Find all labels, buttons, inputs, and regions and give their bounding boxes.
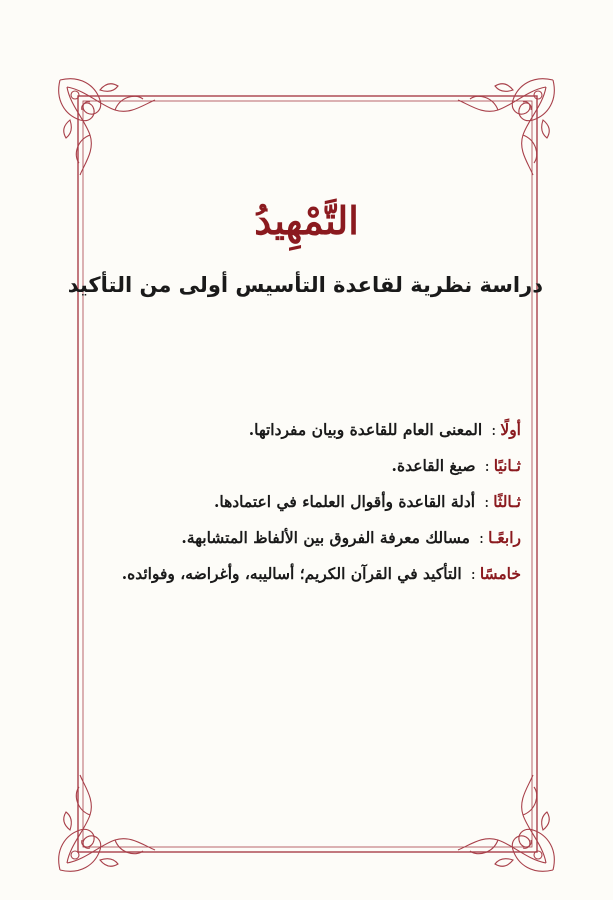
item-text: المعنى العام للقاعدة وبيان مفرداتها. xyxy=(248,420,483,439)
item-ordinal: خامسًا xyxy=(479,564,521,583)
chapter-title: التَّمْهِيدُ xyxy=(254,198,359,243)
list-item: ثـالثًا: أدلة القاعدة وأقوال العلماء في اعتمادها. xyxy=(213,492,521,511)
item-ordinal: ثـانيًا xyxy=(493,456,521,475)
item-ordinal: أولًا xyxy=(500,420,521,439)
chapter-subtitle: دراسة نظرية لقاعدة التأسيس أولى من التأكيد xyxy=(67,273,543,297)
contents-list xyxy=(91,412,521,592)
item-text: مسالك معرفة الفروق بين الألفاظ المتشابهة. xyxy=(181,528,470,547)
item-text: صيغ القاعدة. xyxy=(391,456,476,475)
item-ordinal: رابعًـا xyxy=(488,528,521,547)
item-text: التأكيد في القرآن الكريم؛ أساليبه، وأغراضه، وفوائده. xyxy=(121,564,462,583)
list-item: أولًا: المعنى العام للقاعدة وبيان مفرداتها. xyxy=(248,420,521,439)
corner-ornament-bottom-left xyxy=(59,775,155,871)
list-item: خامسًا: التأكيد في القرآن الكريم؛ أساليبه، وأغراضه، وفوائده. xyxy=(121,564,521,583)
corner-ornament-top-right xyxy=(458,79,554,175)
corner-ornament-top-left xyxy=(59,79,155,175)
list-item: ثـانيًا: صيغ القاعدة. xyxy=(391,456,521,475)
item-text: أدلة القاعدة وأقوال العلماء في اعتمادها. xyxy=(213,492,476,511)
list-item: رابعًـا: مسالك معرفة الفروق بين الألفاظ المتشابهة. xyxy=(181,528,521,547)
corner-ornament-bottom-right xyxy=(458,775,554,871)
item-ordinal: ثـالثًا xyxy=(493,492,521,511)
